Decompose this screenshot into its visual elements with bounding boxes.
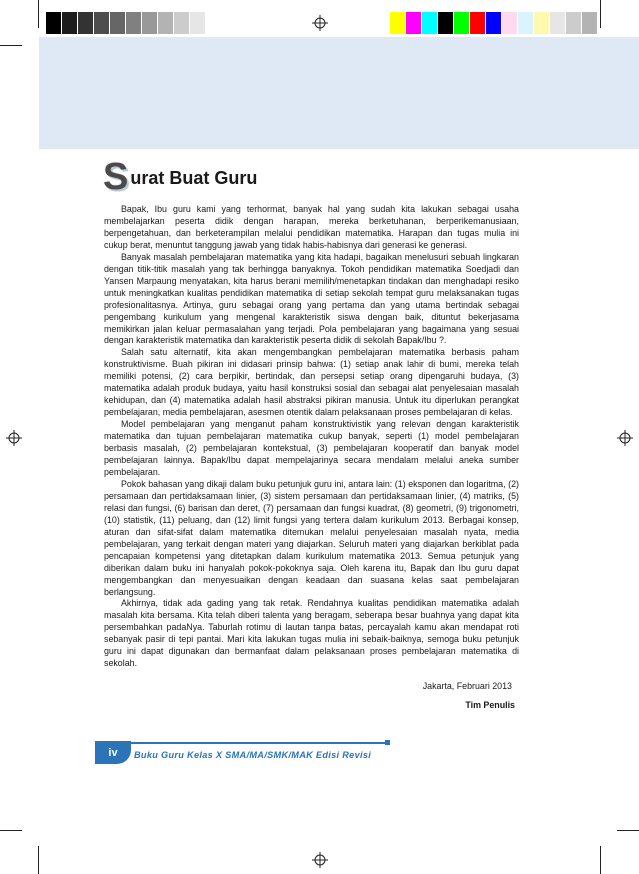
color-swatch <box>62 12 78 34</box>
paragraph: Model pembelajaran yang menganut paham konstruktivistik yang relevan dengan karakteristik matematika dan tujuan pembelajaran matematika cukup banyak, seperti (1) model pembelajaran berbasis masalah, (2) pembelajaran kontekstual, (3) pembelajaran kooperatif dan banyak model pembelajaran lainnya. Bapak/Ibu dapat mempelajarinya secara mendalam melalui aneka sumber pembelajaran. <box>104 419 519 477</box>
color-swatch <box>470 12 486 34</box>
signature-author: Tim Penulis <box>465 700 515 710</box>
color-swatch <box>190 12 206 34</box>
color-swatch <box>422 12 438 34</box>
title-initial: S <box>103 156 129 198</box>
color-swatch <box>454 12 470 34</box>
crop-mark <box>38 846 39 874</box>
paragraph: Bapak, Ibu guru kami yang terhormat, banyak hal yang sudah kita lakukan sebagai usaha membelajarkan peserta didik dengan harapan, mereka berketuhanan, berperikemanusiaan, berpengetahuan, dan berketerampilan melalui pendidikan matematika. Harapan dan tugas mulia ini cukup berat, menuntut tanggung jawab yang tidak habis-habisnya dari generasi ke generasi. <box>104 204 519 250</box>
paragraph: Akhirnya, tidak ada gading yang tak retak. Rendahnya kualitas pendidikan matematika adalah masalah kita bersama. Kita telah diberi talenta yang beragam, seberapa besar buahnya yang dapat kita persembahkan padaNya. Taburlah rotimu di lautan tanpa batas, percayalah kamu akan mendapat roti sebanyak pasir di tepi pantai. Mari kita lakukan tugas mulia ini sebaik-baiknya, semoga buku petunjuk guru ini dapat digunakan dan bermanfaat dalam pelaksanaan proses pembelajaran matematika di sekolah. <box>104 598 519 669</box>
footer-book-title: Buku Guru Kelas X SMA/MA/SMK/MAK Edisi Revisi <box>134 750 372 760</box>
header-band <box>39 37 639 149</box>
footer-rule-end <box>385 740 390 745</box>
color-swatch <box>486 12 502 34</box>
title-text: urat Buat Guru <box>130 168 258 188</box>
color-swatch <box>438 12 454 34</box>
color-swatch <box>566 12 582 34</box>
color-swatch <box>518 12 534 34</box>
crop-mark <box>0 830 22 831</box>
color-swatch <box>78 12 94 34</box>
crop-mark <box>617 830 639 831</box>
page-number: iv <box>95 741 131 764</box>
paragraph: Banyak masalah pembelajaran matematika yang kita hadapi, bagaikan menelusuri sebuah lingkaran dengan titik-titik masalah yang tak berhingga banyaknya. Tokoh pendidikan matematika Soedjadi dan Yansen Marpaung menyatakan, kita harus berani memilih/menetapkan tindakan dan menghadapi resiko untuk meningkatkan kualitas pendidikan matematika di setiap sekolah tempat guru melaksanakan tugas profesionalitasnya. Artinya, guru sebagai orang yang pertama dan yang utama bertindak sebagai pengembang kurikulum yang mengenal karakteristik siswa dengan baik, dituntut bekerjasama memikirkan jalan keluar permasalahan yang terjadi. Pola pembelajaran yang bagaimana yang sesuai dengan karakteristik matematika dan karakteristik peserta didik di sekolah Bapak/Ibu ?. <box>104 251 519 346</box>
color-swatch <box>534 12 550 34</box>
footer-rule <box>130 742 385 744</box>
color-swatch <box>46 12 62 34</box>
color-swatch <box>550 12 566 34</box>
color-swatch <box>94 12 110 34</box>
crop-mark <box>38 0 39 28</box>
grayscale-color-bar <box>46 12 206 34</box>
color-swatch <box>582 12 598 34</box>
color-swatch <box>174 12 190 34</box>
color-swatch <box>406 12 422 34</box>
paragraph: Pokok bahasan yang dikaji dalam buku petunjuk guru ini, antara lain: (1) eksponen dan logaritma, (2) persamaan dan pertidaksamaan linier, (3) sistem persamaan dan pertidaksamaan linier, (4) matriks, (5) relasi dan fungsi, (6) barisan dan deret, (7) persamaan dan fungsi kuadrat, (8) geometri, (9) trigonometri, (10) statistik, (11) peluang, dan (12) limit fungsi yang tertera dalam kurikulum 2013. Berbagai konsep, aturan dan sifat-sifat dalam matematika ditemukan melalui penyelesaian masalah nyata, media pembelajaran, yang terkait dengan materi yang diajarkan. Seluruh materi yang diajarkan berkiblat pada pencapaian kompetensi yang ditetapkan dalam kurikulum matematika 2013. Semua petunjuk yang diberikan dalam buku ini hanyalah pokok-pokoknya saja. Oleh karena itu, Bapak dan Ibu guru dapat mengembangkan dan menyesuaikan dengan keadaan dan suasana kelas saat pembelajaran berlangsung. <box>104 478 519 597</box>
signature-place-date: Jakarta, Februari 2013 <box>422 681 512 691</box>
registration-mark-icon <box>312 15 328 31</box>
crop-mark <box>600 0 601 28</box>
registration-mark-icon <box>617 430 633 446</box>
letter-body <box>104 204 519 670</box>
registration-mark-icon <box>312 852 328 868</box>
crop-mark <box>600 846 601 874</box>
process-color-bar <box>390 12 598 34</box>
page-title <box>103 154 257 196</box>
color-swatch <box>142 12 158 34</box>
color-swatch <box>502 12 518 34</box>
color-swatch <box>110 12 126 34</box>
registration-mark-icon <box>6 430 22 446</box>
color-swatch <box>390 12 406 34</box>
color-swatch <box>126 12 142 34</box>
paragraph: Salah satu alternatif, kita akan mengembangkan pembelajaran matematika berbasis paham konstruktivisme. Buah pikiran ini didasari prinsip bahwa: (1) setiap anak lahir di bumi, mereka telah memiliki potensi, (2) cara berpikir, bertindak, dan persepsi setiap orang dipengaruhi budaya, (3) matematika adalah produk budaya, yaitu hasil konstruksi sosial dan sebagai alat penyelesaian masalah kehidupan, dan (4) matematika adalah hasil abstraksi pikiran manusia. Untuk itu diperlukan perangkat pembelajaran, media pembelajaran, asesmen otentik dalam pelaksanaan proses pembelajaran di kelas. <box>104 347 519 418</box>
color-swatch <box>158 12 174 34</box>
crop-mark <box>0 45 22 46</box>
